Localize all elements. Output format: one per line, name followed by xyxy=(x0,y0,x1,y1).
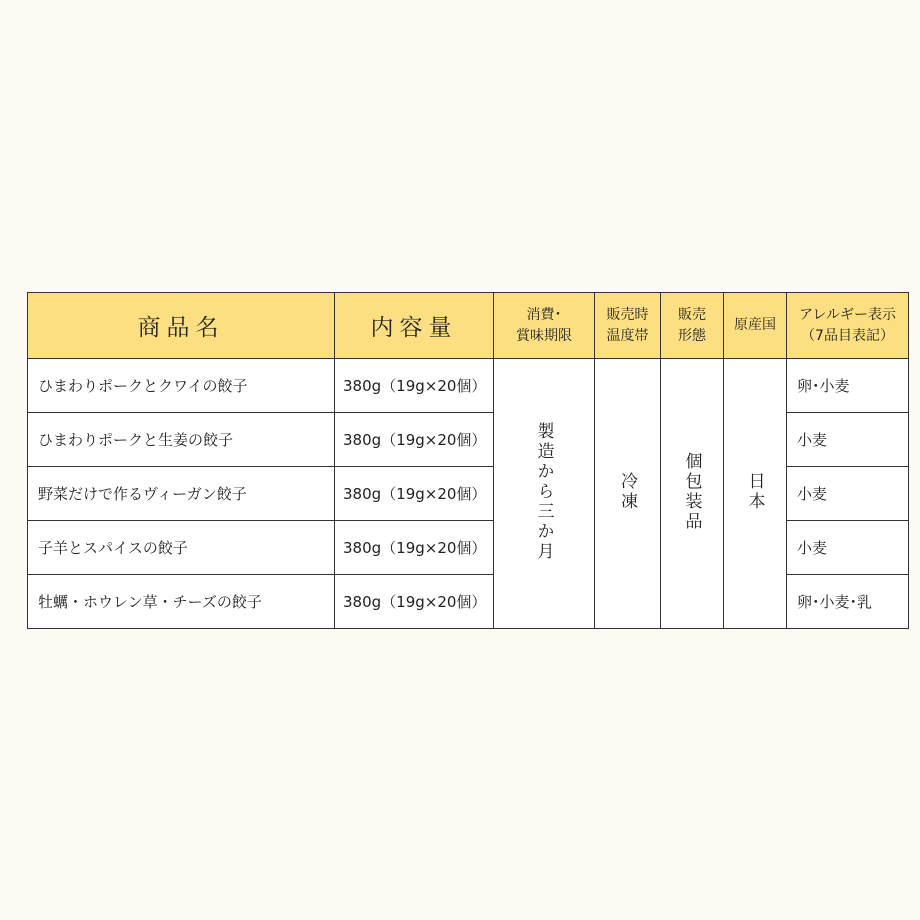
allergy-cell: 小麦 xyxy=(787,521,909,575)
sales-form-text: 個包装品 xyxy=(681,451,702,532)
volume-cell: 380g（19g×20個） xyxy=(335,359,494,413)
product-info-table xyxy=(27,292,909,629)
volume-cell: 380g（19g×20個） xyxy=(335,467,494,521)
header-origin: 原産国 xyxy=(724,293,787,359)
allergy-cell: 卵･小麦･乳 xyxy=(787,575,909,629)
allergy-cell: 小麦 xyxy=(787,467,909,521)
allergy-cell: 卵･小麦 xyxy=(787,359,909,413)
header-volume: 内容量 xyxy=(335,293,494,359)
header-temperature-line1: 販売時 xyxy=(606,306,649,323)
volume-cell: 380g（19g×20個） xyxy=(335,575,494,629)
expiry-text: 製造から三か月 xyxy=(533,421,554,562)
header-allergy-line2: （7品目表記） xyxy=(801,327,894,344)
product-name-cell: 子羊とスパイスの餃子 xyxy=(28,521,335,575)
origin-text: 日本 xyxy=(744,471,765,512)
header-allergy xyxy=(787,293,909,359)
origin-cell xyxy=(724,359,787,629)
header-sales-form-line2: 形態 xyxy=(678,327,706,344)
header-allergy-line1: アレルギー表示 xyxy=(798,306,897,323)
header-product-name: 商品名 xyxy=(28,293,335,359)
product-name-cell: ひまわりポークとクワイの餃子 xyxy=(28,359,335,413)
sales-form-cell xyxy=(661,359,724,629)
allergy-cell: 小麦 xyxy=(787,413,909,467)
header-expiry-line1: 消費･ xyxy=(526,306,562,323)
header-expiry-line2: 賞味期限 xyxy=(516,327,572,344)
volume-cell: 380g（19g×20個） xyxy=(335,413,494,467)
temperature-cell xyxy=(595,359,661,629)
header-sales-form-line1: 販売 xyxy=(678,306,706,323)
table-row xyxy=(28,359,909,413)
temperature-text: 冷凍 xyxy=(617,471,637,512)
header-temperature-line2: 温度帯 xyxy=(606,327,649,344)
product-name-cell: 牡蠣・ホウレン草・チーズの餃子 xyxy=(28,575,335,629)
expiry-cell xyxy=(494,359,595,629)
header-row xyxy=(28,293,909,359)
header-sales-form xyxy=(661,293,724,359)
product-name-cell: 野菜だけで作るヴィーガン餃子 xyxy=(28,467,335,521)
volume-cell: 380g（19g×20個） xyxy=(335,521,494,575)
header-expiry xyxy=(494,293,595,359)
header-temperature xyxy=(595,293,661,359)
product-name-cell: ひまわりポークと生姜の餃子 xyxy=(28,413,335,467)
